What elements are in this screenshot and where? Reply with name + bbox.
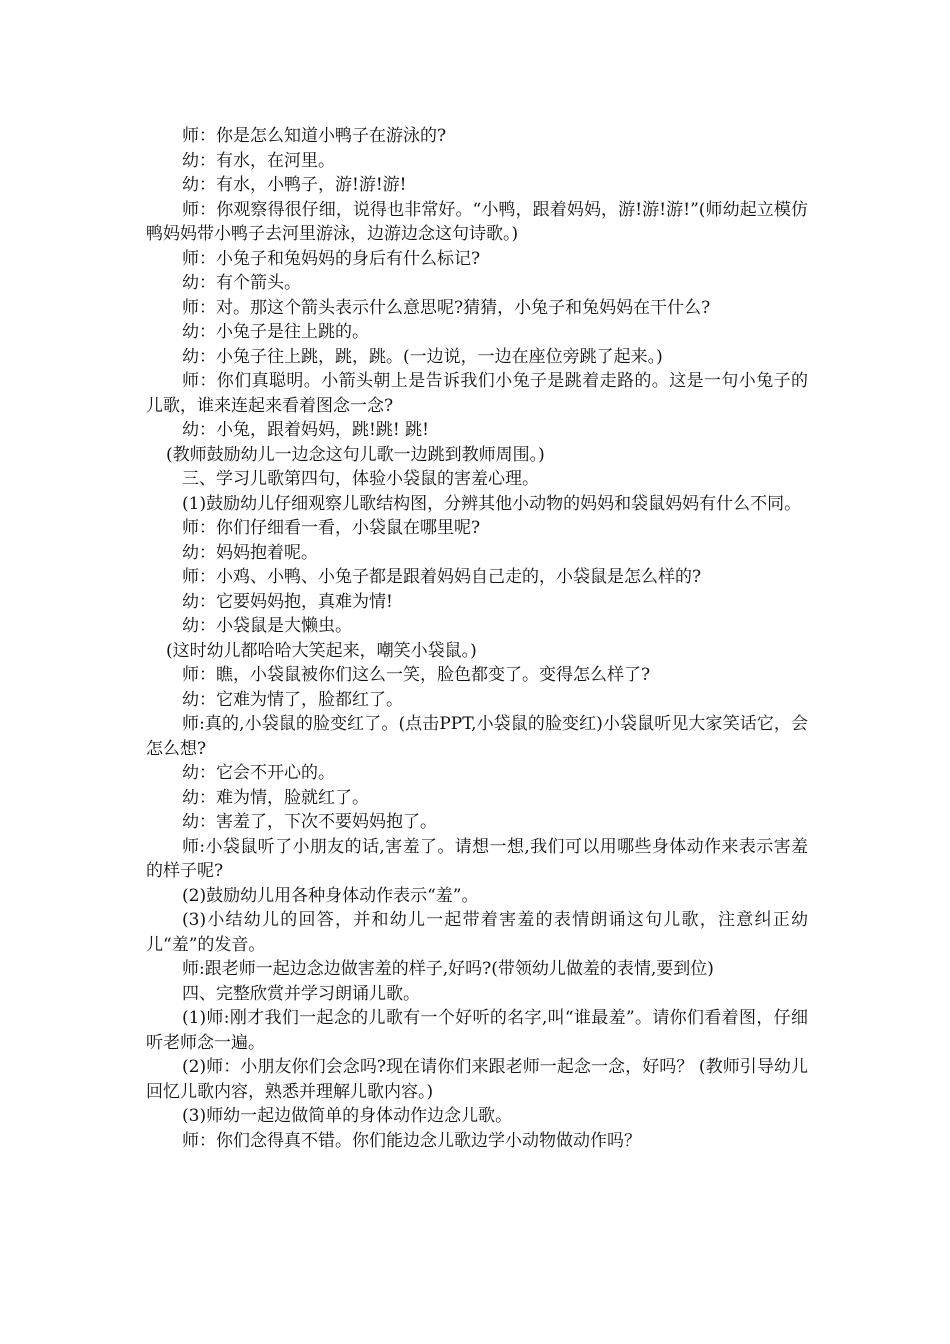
paragraph: 幼：害羞了，下次不要妈妈抱了。: [182, 812, 437, 832]
paragraph: 幼：有个箭头。: [182, 273, 301, 293]
paragraph: 师：你们仔细看一看，小袋鼠在哪里呢?: [182, 518, 481, 538]
paragraph: 幼：妈妈抱着呢。: [182, 542, 318, 563]
section-heading: 三、学习儿歌第四句，体验小袋鼠的害羞心理。: [182, 469, 539, 489]
paragraph: 师：小鸡、小鸭、小兔子都是跟着妈妈自己走的，小袋鼠是怎么样的?: [182, 567, 702, 587]
paragraph: (3)小结幼儿的回答，并和幼儿一起带着害羞的表情朗诵这句儿歌，注意纠正幼儿“羞”的发音。: [146, 910, 808, 955]
paragraph: 幼：小兔子是往上跳的。: [182, 322, 369, 342]
paragraph: 幼：小兔子往上跳，跳，跳。(一边说，一边在座位旁跳了起来。): [182, 346, 663, 367]
paragraph: 幼：它要妈妈抱，真难为情!: [182, 591, 393, 612]
paragraph: 师:跟老师一起边念边做害羞的样子,好吗?(带领幼儿做羞的表情,要到位): [182, 959, 714, 979]
document-body: [146, 124, 808, 1153]
paragraph: 师：瞧，小袋鼠被你们这么一笑，脸色都变了。变得怎么样了?: [182, 665, 651, 685]
paragraph: 幼：小袋鼠是大懒虫。: [182, 616, 352, 636]
paragraph: (2)鼓励幼儿用各种身体动作表示“羞”。: [182, 885, 479, 906]
paragraph: (1)师:刚才我们一起念的儿歌有一个好听的名字,叫“谁最羞”。请你们看着图，仔细听老师念一遍。: [146, 1008, 808, 1053]
paragraph: 师：你是怎么知道小鸭子在游泳的?: [182, 126, 447, 146]
paragraph: 师:小袋鼠听了小朋友的话,害羞了。请想一想,我们可以用哪些身体动作来表示害羞的样子呢?: [146, 836, 808, 881]
paragraph: (2)师：小朋友你们会念吗?现在请你们来跟老师一起念一念，好吗？ (教师引导幼儿回忆儿歌内容，熟悉并理解儿歌内容。): [146, 1057, 808, 1102]
paragraph: (这时幼儿都哈哈大笑起来，嘲笑小袋鼠。): [166, 640, 477, 661]
paragraph: 幼：难为情，脸就红了。: [182, 787, 369, 808]
paragraph: 师:真的,小袋鼠的脸变红了。(点击PPT,小袋鼠的脸变红)小袋鼠听见大家笑话它，会怎么想?: [146, 714, 808, 759]
paragraph: 幼：它会不开心的。: [182, 763, 335, 783]
paragraph: 师：你们念得真不错。你们能边念儿歌边学小动物做动作吗？: [182, 1130, 641, 1151]
paragraph: 师：你观察得很仔细，说得也非常好。“小鸭，跟着妈妈，游!游!游!”(师幼起立模仿鸭妈妈带小鸭子去河里游泳，边游边念这句诗歌。): [146, 199, 808, 244]
paragraph: (3)师幼一起边做简单的身体动作边念儿歌。: [182, 1106, 513, 1126]
paragraph: (教师鼓励幼儿一边念这句儿歌一边跳到教师周围。): [166, 444, 545, 465]
paragraph: 幼：有水，小鸭子，游!游!游!: [182, 175, 407, 195]
paragraph: (1)鼓励幼儿仔细观察儿歌结构图，分辨其他小动物的妈妈和袋鼠妈妈有什么不同。: [182, 493, 802, 514]
section-heading: 四、完整欣赏并学习朗诵儿歌。: [182, 983, 420, 1004]
paragraph: 师：你们真聪明。小箭头朝上是告诉我们小兔子是跳着走路的。这是一句小兔子的儿歌，谁来连起来看着图念一念?: [146, 371, 808, 416]
paragraph: 师：小兔子和兔妈妈的身后有什么标记?: [182, 248, 481, 269]
paragraph: 幼：有水，在河里。: [182, 150, 335, 171]
paragraph: 幼：小兔，跟着妈妈，跳!跳! 跳!: [182, 420, 429, 440]
paragraph: 幼：它难为情了，脸都红了。: [182, 689, 403, 710]
paragraph: 师：对。那这个箭头表示什么意思呢?猜猜，小兔子和兔妈妈在干什么?: [182, 297, 711, 318]
